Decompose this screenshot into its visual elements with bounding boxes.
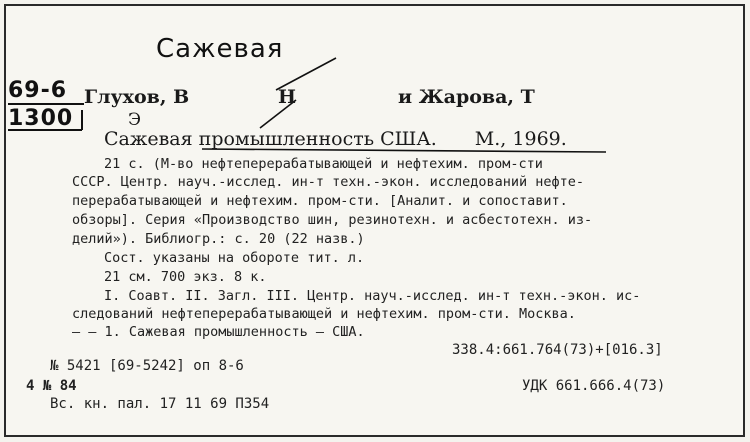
title-line	[104, 128, 567, 150]
title-main: Сажевая	[104, 128, 193, 150]
catalog-card	[4, 4, 745, 437]
issue-number: 4 № 84	[26, 378, 77, 394]
title-year: 1969.	[512, 128, 567, 150]
heading-author-initial-3: Э	[128, 110, 142, 130]
handwritten-subject-heading: Сажевая	[156, 34, 284, 64]
description-line-8: I. Соавт. II. Загл. III. Центр. науч.-исслед. ин-т техн.-экон. ис-	[104, 288, 641, 304]
heading-author-1: Глухов, В	[84, 86, 190, 108]
order-number: № 5421 [69-5242] оп 8-6	[50, 358, 244, 374]
classification-bbk: 338.4:661.764(73)+[016.3]	[452, 342, 663, 358]
description-line-6: Сост. указаны на обороте тит. л.	[104, 250, 365, 266]
handwritten-call-number-top: 69-6	[8, 78, 68, 103]
description-line-10: — — 1. Сажевая промышленность — США.	[72, 324, 365, 340]
handwritten-call-number-bottom: 1300	[8, 106, 74, 131]
description-line-5: делий»). Библиогр.: с. 20 (22 назв.)	[72, 231, 365, 247]
heading-author-initial-2: Н	[278, 86, 296, 108]
description-line-4: обзоры]. Серия «Производство шин, резинотехн. и асбестотехн. из-	[72, 212, 593, 228]
description-line-7: 21 см. 700 экз. 8 к.	[104, 269, 267, 285]
udk-code: УДК 661.666.4(73)	[522, 378, 666, 394]
description-line-3: перерабатывающей и нефтехим. пром-сти. [Аналит. и сопоставит.	[72, 193, 568, 209]
title-place: М.,	[474, 128, 507, 150]
heading-author-2: и Жарова, Т	[398, 86, 535, 108]
title-rest: промышленность США.	[198, 128, 437, 150]
description-line-1: 21 с. (М-во нефтеперерабатывающей и нефтехим. пром-сти	[104, 156, 543, 172]
signed-to-print: Вс. кн. пал. 17 11 69 П354	[50, 396, 270, 412]
description-line-2: СССР. Центр. науч.-исслед. ин-т техн.-экон. исследований нефте-	[72, 174, 585, 190]
description-line-9: следований нефтеперерабатывающей и нефтехим. пром-сти. Москва.	[72, 306, 576, 322]
